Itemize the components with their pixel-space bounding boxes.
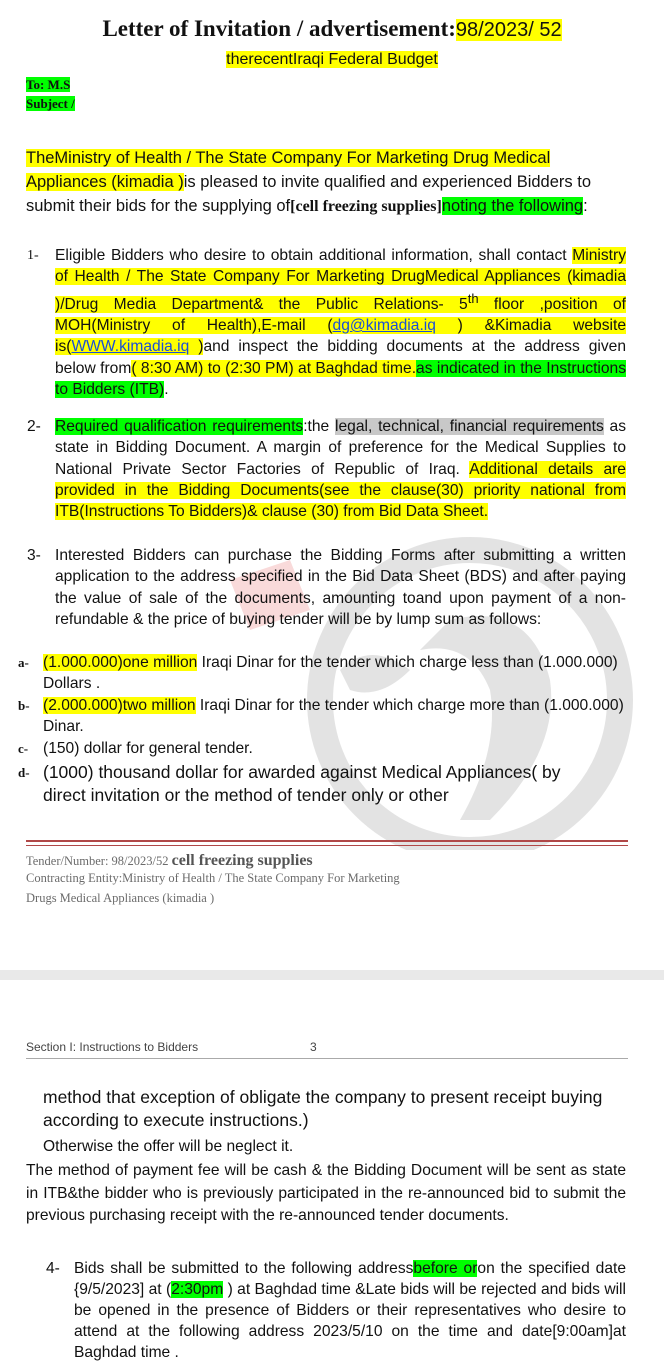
page-number: 3 <box>310 1040 317 1054</box>
footer-tender-number: Tender/Number: 98/2023/52 cell freezing supplies <box>26 852 313 869</box>
fee-item-b: b- (2.000.000)two million Iraqi Dinar for the tender which charge more than (1.000.000) Dinar. <box>18 697 624 736</box>
budget-subtitle: therecentIraqi Federal Budget <box>226 51 438 68</box>
fee-item-a: a- (1.000.000)one million Iraqi Dinar for the tender which charge less than (1.000.000) Dollars . <box>18 654 618 693</box>
website-link[interactable]: WWW.kimadia.iq <box>71 338 190 356</box>
email-link[interactable]: dg@kimadia.iq <box>332 317 436 335</box>
item-4: 4- Bids shall be submitted to the following addressbefore oron the specified date {9/5/2023] at (2:30pm ) at Baghdad time &Late bids will be rejected and bids will be opened in the presence of Bidders or their representatives who desire to attend at the following address 2023/5/10 on the time and date[9:00am]at Baghdad time . <box>46 1260 626 1361</box>
fee-item-c: c- (150) dollar for general tender. <box>18 740 253 757</box>
intro-paragraph: TheMinistry of Health / The State Company For Marketing Drug Medical Appliances (kimadia )is pleased to invite qualified and experienced Bidders to submit their bids for the supplying of[cell freezing supplies]noting the following: <box>26 149 591 215</box>
fee-item-d: d- (1000) thousand dollar for awarded against Medical Appliances( by direct invitation or the method of tender only or other <box>18 762 561 805</box>
footer-rule-thin <box>26 845 628 846</box>
letter-title: Letter of Invitation / advertisement:98/2023/ 52 <box>102 16 562 41</box>
section-rule <box>26 1058 628 1059</box>
payment-paragraph: The method of payment fee will be cash & the Bidding Document will be sent as state in ITB&the bidder who is previously participated in the re-announced bid to submit the previous purchasing receipt with the re-announced tender documents. <box>26 1162 626 1225</box>
continued-text: method that exception of obligate the company to present receipt buying according to execute instructions.) <box>43 1087 603 1130</box>
document-page-2 <box>0 980 664 1366</box>
subject-label: Subject / <box>26 96 75 111</box>
item-3: 3- Interested Bidders can purchase the Bidding Forms after submitting a written application to the address specified in the Bid Data Sheet (BDS) and after paying the value of sale of the documents, amounting toand upon payment of a non-refundable & the price of buying tender will be by lump sum as follows: <box>27 547 626 628</box>
item-2: 2- Required qualification requirements:the legal, technical, financial requirements as state in Bidding Document. A margin of preference for the Medical Supplies to National Private Sector Factories of Republic of Iraq. Additional details are provided in the Bidding Documents(see the clause(30) priority national from ITB(Instructions To Bidders)& clause (30) from Bid Data Sheet. <box>27 418 627 521</box>
to-label: To: M.S <box>26 77 71 92</box>
section-header: Section I: Instructions to Bidders <box>26 1040 199 1054</box>
otherwise-text: Otherwise the offer will be neglect it. <box>43 1138 294 1155</box>
footer-contracting-entity: Contracting Entity:Ministry of Health / The State Company For Marketing <box>26 871 400 885</box>
footer-rule <box>26 840 628 842</box>
advertisement-number: 98/2023/ 52 <box>455 19 562 41</box>
footer-contracting-entity-cont: Drugs Medical Appliances (kimadia ) <box>26 891 215 905</box>
item-1: 1- Eligible Bidders who desire to obtain additional information, shall contact Ministry of Health / The State Company For Marketing DrugMedical Appliances (kimadia )/Drug Media Department& the Public Relations- 5th floor ,position of MOH(Ministry of Health),E-mail (dg@kimadia.iq ) &Kimadia website is(WWW.kimadia.iq )and inspect the bidding documents at the address given below from( 8:30 AM) to (2:30 PM) at Baghdad time.as indicated in the Instructions to Bidders (ITB). <box>27 247 627 398</box>
